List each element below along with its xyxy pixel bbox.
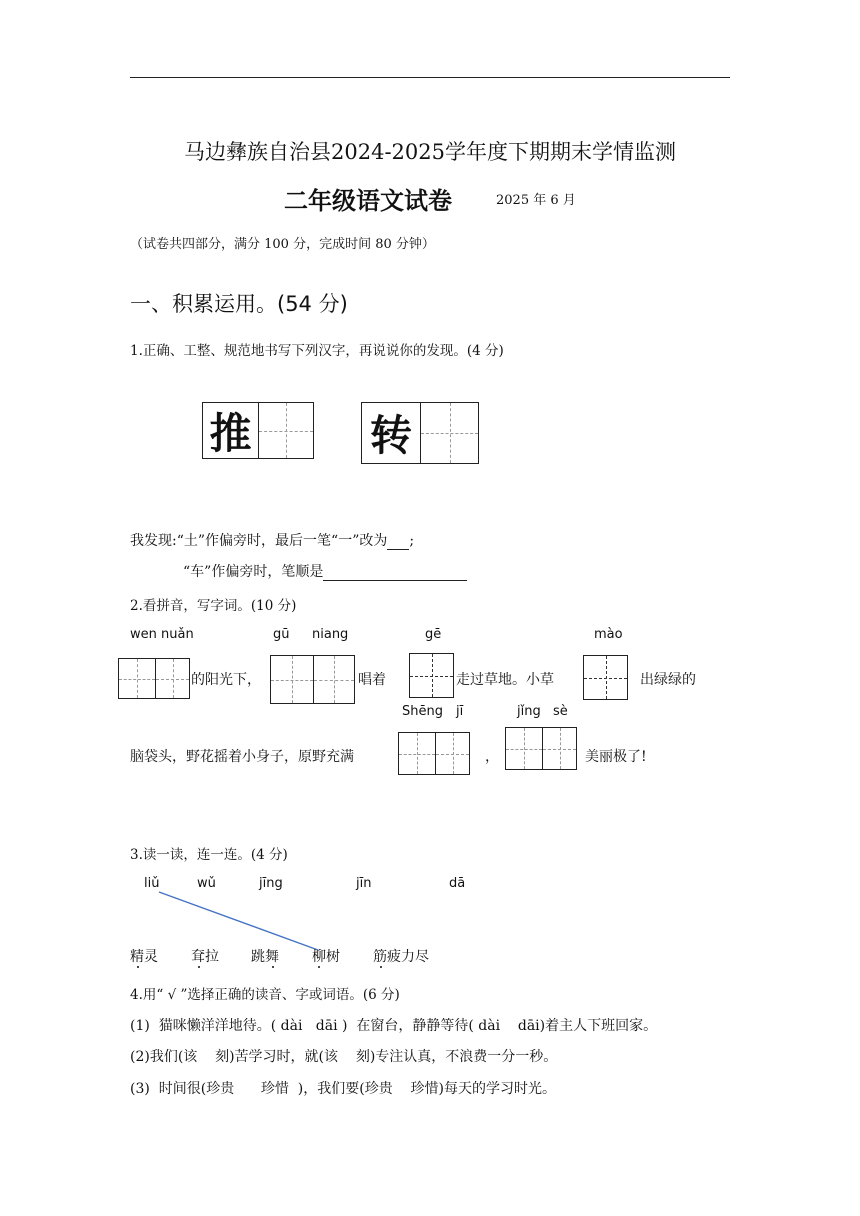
word-dala: 耷拉 (191, 949, 219, 965)
question-3-prompt: 3.读一读，连一连。(4 分) (130, 847, 288, 863)
pinyin-jing-3: jīng (259, 876, 283, 891)
exam-date: 2025 年 6 月 (496, 193, 576, 208)
pinyin-gu: gū (273, 627, 290, 642)
finding-text-1: “土”作偏旁时，最后一笔“一”改为 (176, 533, 388, 549)
model-char: 转 (369, 411, 412, 460)
question-2-prompt: 2.看拼音，写字词。(10 分) (130, 598, 297, 614)
sentence-part-5: 脑袋头，野花摇着小身子，原野充满 (130, 749, 354, 765)
word-liushu: 柳树 (312, 949, 340, 965)
section-heading: 一、积累运用。(54 分) (130, 292, 348, 316)
model-char: 推 (209, 408, 252, 458)
sentence-part-6: ， (485, 749, 499, 765)
sentence-part-1: 的阳光下， (191, 672, 261, 688)
sentence-part-4: 出绿绿的 (640, 672, 696, 688)
sentence-part-3: 走过草地。小草 (456, 672, 554, 688)
word-tiaowu: 跳舞 (251, 949, 279, 965)
emphasis-dot (272, 966, 274, 968)
pinyin-liu: liǔ (144, 876, 160, 891)
question-4-item-1: (1) 猫咪懒洋洋地待。( dài dāi ) 在窗台，静静等待( dài dāi)着主人下班回家。 (130, 1018, 658, 1034)
exam-subtitle: 二年级语文试卷 (284, 186, 452, 215)
question-4-item-3: (3) 时间很(珍贵 珍惜 )，我们要(珍贵 珍惜)每天的学习时光。 (130, 1081, 556, 1097)
pinyin-wu: wǔ (197, 876, 216, 891)
question-1-prompt: 1.正确、工整、规范地书写下列汉字，再说说你的发现。(4 分) (130, 343, 504, 359)
question-4-item-2: (2)我们(该 刻)苦学习时，就(该 刻)专注认真，不浪费一分一秒。 (130, 1049, 558, 1065)
question-4-prompt: 4.用“ √ ”选择正确的读音、字或词语。(6 分) (130, 987, 400, 1003)
pinyin-mao: mào (594, 627, 623, 642)
pinyin-sheng: Shēng (402, 704, 443, 719)
finding-end: ; (409, 533, 415, 549)
emphasis-dot (318, 966, 320, 968)
exam-note: （试卷共四部分，满分 100 分，完成时间 80 分钟） (130, 237, 435, 252)
pinyin-niang: niang (312, 627, 349, 642)
finding-text-2: “车”作偏旁时，笔顺是 (183, 564, 324, 580)
pinyin-se: sè (553, 704, 568, 719)
pinyin-jing: jǐng (517, 704, 541, 719)
word-jinpilijin: 筋疲力尽 (373, 949, 429, 965)
pinyin-wennuan: wen nuǎn (130, 627, 194, 642)
exam-title: 马边彝族自治县2024-2025学年度下期期末学情监测 (184, 140, 676, 164)
pinyin-ge: gē (425, 627, 442, 642)
pinyin-jin: jīn (356, 876, 372, 891)
sentence-part-2: 唱着 (358, 672, 386, 688)
sentence-part-7: 美丽极了! (585, 749, 647, 765)
finding-label: 我发现: (130, 533, 177, 549)
emphasis-dot (137, 966, 139, 968)
pinyin-da: dā (449, 876, 466, 891)
word-jingling: 精灵 (130, 949, 158, 965)
pinyin-ji: jī (456, 704, 464, 719)
emphasis-dot (380, 966, 382, 968)
emphasis-dot (198, 966, 200, 968)
